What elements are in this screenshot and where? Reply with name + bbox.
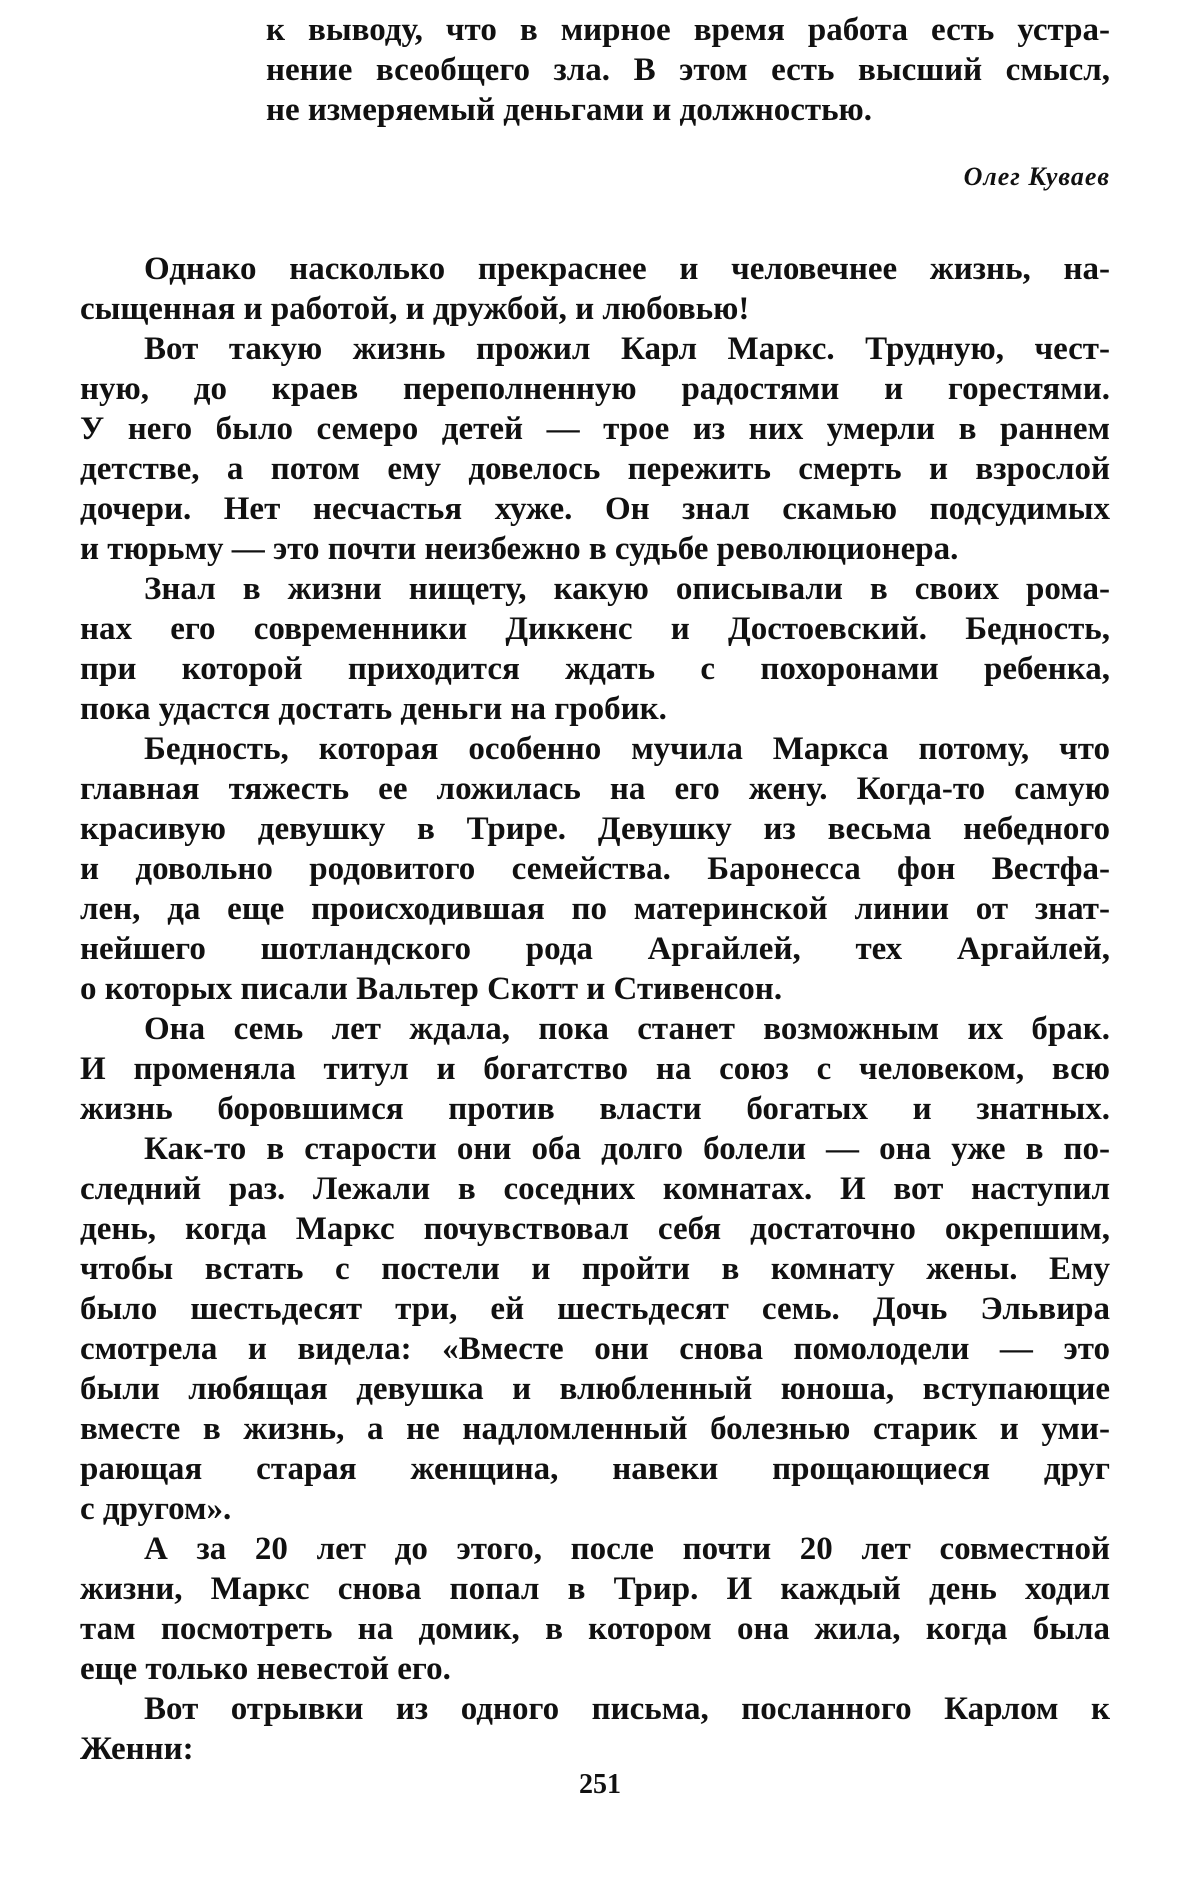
text-line: вместе в жизнь, а не надломленный болезнью старик и уми- <box>80 1411 1110 1447</box>
text-line: ную, до краев переполненную радостями и горестями. <box>80 371 1110 407</box>
text-line: смотрела и видела: «Вместе они снова помолодели — это <box>80 1331 1110 1367</box>
text-line: И променяла титул и богатство на союз с человеком, всю <box>80 1051 1110 1087</box>
text-line: и довольно родовитого семейства. Баронесса фон Вестфа- <box>80 851 1110 887</box>
text-line: еще только невестой его. <box>80 1651 451 1687</box>
text-line: жизнь боровшимся против власти богатых и знатных. <box>80 1091 1110 1127</box>
epigraph-line: не измеряемый деньгами и должностью. <box>266 92 872 128</box>
text-line: А за 20 лет до этого, после почти 20 лет совместной <box>144 1531 1110 1567</box>
text-line: дочери. Нет несчастья хуже. Он знал скамью подсудимых <box>80 491 1110 527</box>
text-line: Женни: <box>80 1731 194 1767</box>
epigraph <box>266 10 1110 130</box>
text-line: Она семь лет ждала, пока станет возможным их брак. <box>144 1011 1110 1047</box>
text-line: красивую девушку в Трире. Девушку из весьма небедного <box>80 811 1110 847</box>
page-number: 251 <box>579 1769 621 1800</box>
epigraph-author: Олег Куваев <box>963 162 1110 191</box>
text-line: Бедность, которая особенно мучила Маркса потому, что <box>144 731 1110 767</box>
text-line: Вот отрывки из одного письма, посланного Карлом к <box>144 1691 1110 1727</box>
epigraph-line: нение всеобщего зла. В этом есть высший смысл, <box>266 52 1110 88</box>
text-line: следний раз. Лежали в соседних комнатах. И вот наступил <box>80 1171 1110 1207</box>
text-line: рающая старая женщина, навеки прощающиеся друг <box>80 1451 1110 1487</box>
text-line: детстве, а потом ему довелось пережить смерть и взрослой <box>80 451 1110 487</box>
text-line: Однако насколько прекраснее и человечнее жизнь, на- <box>144 251 1110 287</box>
text-line: Знал в жизни нищету, какую описывали в своих рома- <box>144 571 1110 607</box>
text-line: сыщенная и работой, и дружбой, и любовью! <box>80 291 750 327</box>
text-line: там посмотреть на домик, в котором она жила, когда была <box>80 1611 1110 1647</box>
text-line: день, когда Маркс почувствовал себя достаточно окрепшим, <box>80 1211 1110 1247</box>
text-line: были любящая девушка и влюбленный юноша, вступающие <box>80 1371 1110 1407</box>
text-line: лен, да еще происходившая по материнской линии от знат- <box>80 891 1110 927</box>
text-line: У него было семеро детей — трое из них умерли в раннем <box>80 411 1110 447</box>
text-line: жизни, Маркс снова попал в Трир. И каждый день ходил <box>80 1571 1110 1607</box>
text-line: чтобы встать с постели и пройти в комнату жены. Ему <box>80 1251 1110 1287</box>
text-line: нейшего шотландского рода Аргайлей, тех Аргайлей, <box>80 931 1110 967</box>
text-line: Как-то в старости они оба долго болели — она уже в по- <box>144 1131 1110 1167</box>
text-line: пока удастся достать деньги на гробик. <box>80 691 667 727</box>
text-line: Вот такую жизнь прожил Карл Маркс. Трудную, чест- <box>144 331 1110 367</box>
text-line: при которой приходится ждать с похоронами ребенка, <box>80 651 1110 687</box>
text-line: и тюрьму — это почти неизбежно в судьбе революционера. <box>80 531 959 567</box>
text-line: было шестьдесят три, ей шестьдесят семь. Дочь Эльвира <box>80 1291 1110 1327</box>
text-line: нах его современники Диккенс и Достоевский. Бедность, <box>80 611 1110 647</box>
body-text <box>80 249 1110 1769</box>
epigraph-line: к выводу, что в мирное время работа есть устра- <box>266 12 1110 48</box>
text-line: с другом». <box>80 1491 232 1527</box>
text-line: о которых писали Вальтер Скотт и Стивенсон. <box>80 971 783 1007</box>
text-line: главная тяжесть ее ложилась на его жену. Когда-то самую <box>80 771 1110 807</box>
